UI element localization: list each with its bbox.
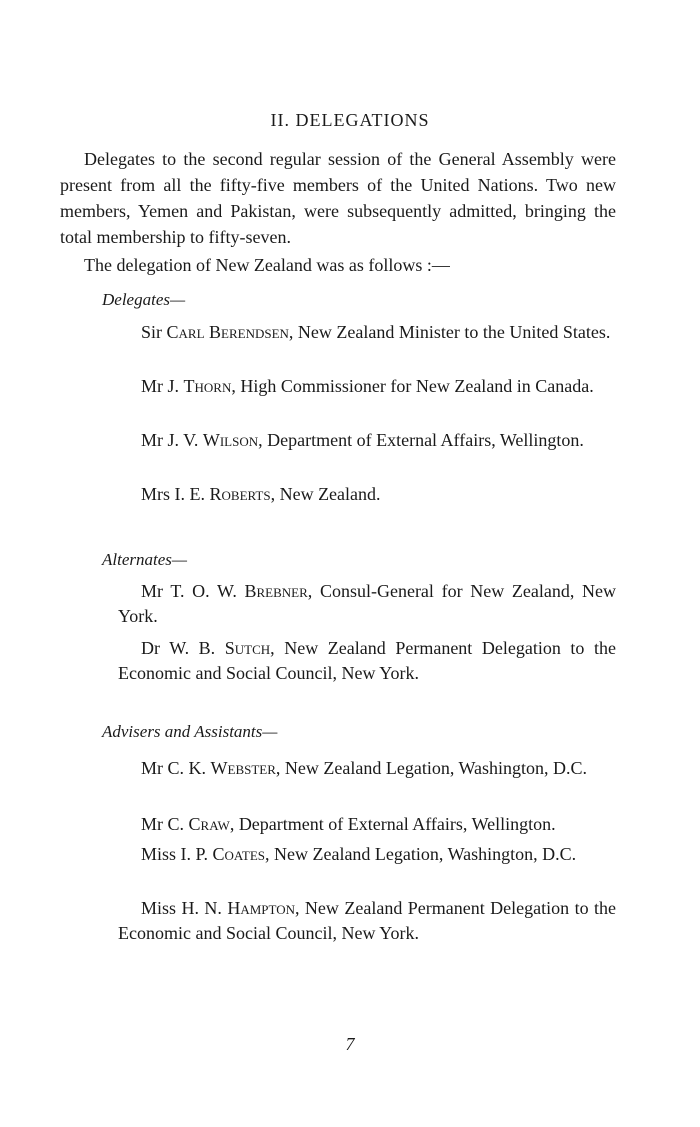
alternate-entry (118, 579, 616, 629)
adviser-entry (118, 812, 616, 837)
entry-prefix: Dr W. B. (141, 638, 225, 658)
alternate-entry (118, 636, 616, 686)
entry-prefix: Sir (141, 322, 167, 342)
page-number: 7 (345, 1034, 355, 1054)
delegate-entry (118, 320, 616, 345)
intro-text (60, 146, 616, 278)
entry-name: Wilson (202, 430, 259, 450)
entry-prefix: Mr T. O. W. (141, 581, 245, 601)
entry-name: Carl Berendsen (166, 322, 289, 342)
entry-name: Thorn (183, 376, 232, 396)
entry-prefix: Miss I. P. (141, 844, 213, 864)
alternates-label: Alternates— (102, 550, 187, 569)
entry-description: , Consul-General for New Zealand, New York. (118, 581, 616, 626)
entry-prefix: Mr J. (141, 376, 184, 396)
entry-description: , New Zealand Minister to the United States. (288, 322, 611, 342)
adviser-entry (118, 896, 616, 946)
advisers-label: Advisers and Assistants— (102, 722, 278, 741)
entry-description: , New Zealand. (270, 484, 381, 504)
delegates-label: Delegates— (102, 290, 186, 309)
entry-prefix: Miss H. N. (141, 898, 228, 918)
section-heading: II. DELEGATIONS (270, 110, 430, 130)
adviser-entry (118, 842, 616, 867)
entry-description: , New Zealand Permanent Delegation to the Economic and Social Council, New York. (118, 638, 617, 683)
intro-paragraph-1: Delegates to the second regular session of the General Assembly were present from all the fifty-five members of the United Nations. Two new members, Yemen and Pakistan, were subsequently admitted, bringing the total membership to fifty-seven. (60, 149, 616, 247)
delegate-entry (118, 482, 616, 507)
entry-name: Craw (188, 814, 230, 834)
entry-name: Webster (210, 758, 276, 778)
entry-description: , New Zealand Permanent Delegation to the Economic and Social Council, New York. (118, 898, 617, 943)
delegate-entry (118, 428, 616, 453)
entry-prefix: Mrs I. E. (141, 484, 210, 504)
entry-description: , Department of External Affairs, Wellington. (229, 814, 556, 834)
entry-name: Sutch (224, 638, 271, 658)
entry-description: , High Commissioner for New Zealand in Canada. (231, 376, 594, 396)
entry-description: , New Zealand Legation, Washington, D.C. (264, 844, 577, 864)
entry-prefix: Mr J. V. (141, 430, 203, 450)
intro-paragraph-2: The delegation of New Zealand was as follows :— (84, 255, 450, 275)
entry-name: Hampton (227, 898, 295, 918)
entry-description: , New Zealand Legation, Washington, D.C. (275, 758, 588, 778)
adviser-entry (118, 756, 616, 781)
entry-name: Coates (212, 844, 265, 864)
delegate-entry (118, 374, 616, 399)
entry-prefix: Mr C. (141, 814, 189, 834)
entry-name: Roberts (209, 484, 271, 504)
entry-name: Brebner (244, 581, 308, 601)
entry-description: , Department of External Affairs, Wellington. (258, 430, 584, 450)
entry-prefix: Mr C. K. (141, 758, 211, 778)
